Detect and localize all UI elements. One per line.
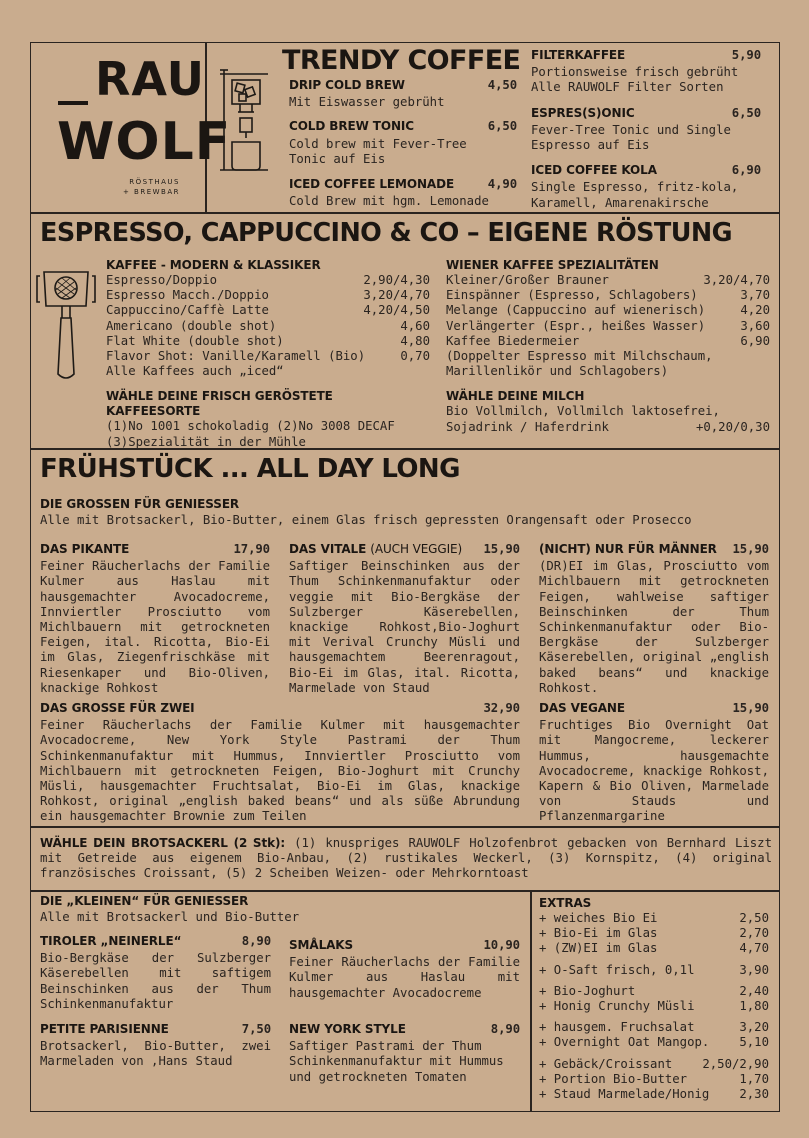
divider-extras [530,890,532,1112]
brot-text: (1) knuspriges RAUWOLF Holzofenbrot gebacken von Bernhard Liszt mit Getreide aus eigenem Bio-Anbau, (2) rustikales Weckerl, (3) Kornspitz, (4) original französisches Croissant, (5) 2 Scheiben Weizen- oder Mehrkorntoast [40,836,772,881]
item-price: 32,90 [483,701,520,715]
fruehstueck-title: FRÜHSTÜCK ... ALL DAY LONG [40,454,460,484]
coffee-item: Kaffee Biedermeier 6,90 [446,333,770,348]
logo-sub1: RÖSTHAUS [129,178,180,186]
milk-heading: WÄHLE DEINE MILCH [446,389,585,404]
coffee-item: Verlängerter (Espr., heißes Wasser) 3,60 [446,318,770,333]
item-desc: Feiner Räucherlachs der Familie Kulmer aus Haslau mit hausgemachter Avocadocreme, Innviertler Prosciutto vom Michlbauern mit getrockneten Feigen, ital. Ricotta, Bio-Ei im Glas, Ziegenfrischkäse mit Riesenkaper und Bio-Oliven, knackige Rohkost [40,559,270,695]
item-name: DAS VITALE [289,542,367,556]
menu-vegane [539,701,769,825]
item-price: 6,90 [731,163,761,178]
item-name: DAS PIKANTE [40,542,130,556]
roast-heading: WÄHLE DEINE FRISCH GERÖSTETE KAFFEESORTE [106,389,333,419]
item-name: COLD BREW TONIC [289,119,414,134]
item-name: (NICHT) NUR FÜR MÄNNER [539,542,717,556]
item-desc: Fever-Tree Tonic und Single [531,122,731,137]
extras-section [539,896,769,1102]
item-name: SMÅLAKS [289,938,354,952]
espresso-left [106,258,430,450]
logo-dash [58,101,88,105]
cold-brew-tower-icon [212,66,276,176]
extra-item: + (ZW)EI im Glas 4,70 [539,941,769,956]
extra-item: + weiches Bio Ei 2,50 [539,911,769,925]
kleine-text: Alle mit Brotsackerl und Bio-Butter [40,910,300,924]
menu-vitale [289,542,520,696]
menu-smalaks [289,938,520,1001]
trendy-item [531,106,761,121]
brot-section [40,836,772,882]
trendy-item [289,177,517,192]
item-price: 6,50 [731,105,761,120]
item-price: 4,50 [487,78,517,92]
item-name: DAS GROSSE FÜR ZWEI [40,701,195,715]
item-desc: Mit Eiswasser gebrüht [289,95,445,110]
coffee-item: Cappuccino/Caffè Latte 4,20/4,50 [106,303,430,318]
coffee-item: Espresso Macch./Doppio 3,20/4,70 [106,288,430,303]
coffee-item: Espresso/Doppio 2,90/4,30 [106,273,430,287]
item-price: 5,90 [731,48,761,62]
item-name-extra: (AUCH VEGGIE) [370,542,463,556]
logo-sub2: + BREWBAR [122,188,180,196]
item-desc: Feiner Räucherlachs der Familie Kulmer mit hausgemachter Avocadocreme, New York Style Pastrami der Thum Schinkenmanufaktur mit Hummus, Innviertler Prosciutto vom Michlbauern mit getrockneten Feigen, Bio-Joghurt mit Crunchy Müsli, hausgemachter Fruchtsalat, Bio-Ei im Glas, knackige Rohkost, original „english baked beans“ und als süße Abrundung ein hausgemachter Brownie zum Teilen [40,718,520,824]
trendy-left-list [289,78,517,209]
item-desc: Feiner Räucherlachs der Familie Kulmer aus Haslau mit hausgemachter Avocadocreme [289,955,520,1000]
extra-item: + Honig Crunchy Müsli 1,80 [539,999,769,1014]
grosse-text: Alle mit Brotsackerl, Bio-Butter, einem Glas frisch gepressten Orangensaft oder Prosecco [40,513,692,527]
logo-line1: RAU [95,52,205,106]
wiener-note: (Doppelter Espresso mit Milchschaum, [446,349,713,364]
trendy-right-list [531,48,761,211]
milk-line: Sojadrink / Haferdrink +0,20/0,30 [446,419,770,434]
item-price: 7,50 [241,1022,271,1036]
item-desc: (DR)EI im Glas, Prosciutto vom Michlbauern mit getrockneten Feigen, wahlweise saftiger Beinschinken der Thum Schinkenmanufaktur oder Bio-Bergkäse der Sulzberger Käserebellen, original „english baked beans“ und knackige Rohkost. [539,559,769,695]
item-desc: Espresso auf Eis [531,138,650,153]
trendy-title: TRENDY COFFEE [282,45,521,76]
menu-petite [40,1022,271,1070]
item-desc: Alle RAUWOLF Filter Sorten [531,80,724,95]
menu-tiroler [40,934,271,1012]
item-desc: Tonic auf Eis [289,151,386,166]
logo [55,52,232,202]
trendy-item [531,48,761,63]
menu-pikante [40,542,270,696]
item-name: ICED COFFEE LEMONADE [289,177,455,192]
roast-line: (1)No 1001 schokoladig (2)No 3008 DECAF [106,419,395,434]
coffee-item: Kleiner/Großer Brauner 3,20/4,70 [446,273,770,287]
item-desc: Saftiger Pastrami der Thum Schinkenmanufaktur mit Hummus und getrockneten Tomaten [289,1039,504,1084]
item-name: TIROLER „NEINERLE“ [40,934,182,948]
espresso-right [446,258,770,435]
extra-item: + Bio-Ei im Glas 2,70 [539,926,769,941]
item-price: 10,90 [483,938,520,952]
item-desc: Saftiger Beinschinken aus der Thum Schinkenmanufaktur oder veggie mit Bio-Bergkäse der Sulzberger Käserebellen, knackige Rohkost,Bio-Joghurt mit Verival Crunchy Müsli und hausgemachtem Beerenragout, Bio-Ei im Glas, ital. Ricotta, Marmelade von Staud [289,559,520,695]
wiener-heading: WIENER KAFFEE SPEZIALITÄTEN [446,258,659,272]
item-desc: Bio-Bergkäse der Sulzberger Käserebellen mit saftigem Beinschinken aus der Thum Schinkenmanufaktur [40,951,271,1011]
coffee-item: Melange (Cappuccino auf wienerisch) 4,20 [446,303,770,318]
extras-heading: EXTRAS [539,896,592,910]
item-name: ESPRES(S)ONIC [531,105,635,120]
item-desc: Brotsackerl, Bio-Butter, zwei Marmeladen von ‚Hans Staud [40,1039,271,1069]
item-name: FILTERKAFFEE [531,48,626,62]
item-desc: Portionsweise frisch gebrüht [531,65,739,80]
item-name: ICED COFFEE KOLA [531,163,657,178]
brot-heading: WÄHLE DEIN BROTSACKERL (2 Stk): [40,836,286,850]
item-desc: Single Espresso, fritz-kola, [531,180,739,195]
kaffee-heading: KAFFEE - MODERN & KLASSIKER [106,258,321,272]
trendy-item [289,119,517,134]
menu-grosse [40,701,520,825]
portafilter-icon [36,262,96,384]
extra-item: + Staud Marmelade/Honig 2,30 [539,1087,769,1102]
coffee-item: Einspänner (Espresso, Schlagobers) 3,70 [446,288,770,303]
divider-brot [30,826,780,828]
item-price: 17,90 [233,542,270,556]
item-desc: Cold brew mit Fever-Tree [289,136,467,151]
item-price: 15,90 [732,542,769,556]
milk-line: Bio Vollmilch, Vollmilch laktosefrei, [446,404,720,419]
extra-item: + hausgem. Fruchsalat 3,20 [539,1020,769,1035]
item-price: 15,90 [483,542,520,556]
menu-newyork [289,1022,520,1085]
kleine-heading: DIE „KLEINEN“ FÜR GENIESSER [40,894,249,908]
extra-item: + Bio-Joghurt 2,40 [539,983,769,998]
item-price: 8,90 [490,1022,520,1036]
extra-item: + O-Saft frisch, 0,1l 3,90 [539,962,769,977]
espresso-title: ESPRESSO, CAPPUCCINO & CO – EIGENE RÖSTUNG [40,218,732,248]
trendy-item [531,163,761,178]
coffee-item: Flavor Shot: Vanille/Karamell (Bio) 0,70 [106,349,430,364]
menu-maenner [539,542,769,696]
item-desc: Karamell, Amarenakirsche [531,195,709,210]
roast-line: (3)Spezialität in der Mühle [106,434,306,449]
item-name: NEW YORK STYLE [289,1022,406,1036]
coffee-item: Flat White (double shot) 4,80 [106,333,430,348]
item-name: DRIP COLD BREW [289,78,405,92]
item-name: DAS VEGANE [539,701,625,715]
logo-line2: WOLF [57,112,232,172]
divider-kleine [30,890,780,892]
coffee-item: Americano (double shot) 4,60 [106,318,430,333]
extra-item: + Portion Bio-Butter 1,70 [539,1071,769,1086]
item-price: 15,90 [732,701,769,715]
extra-item: + Gebäck/Croissant 2,50/2,90 [539,1056,769,1071]
item-name: PETITE PARISIENNE [40,1022,169,1036]
item-desc: Cold Brew mit hgm. Lemonade [289,194,489,209]
coffee-note: Alle Kaffees auch „iced“ [106,364,284,379]
item-desc: Fruchtiges Bio Overnight Oat mit Mangocreme, leckerer Hummus, hausgemachte Avocadocreme, knackige Rohkost, Kapern & Bio Oliven, Marmelade von Stauds und Pflanzenmargarine [539,718,769,824]
wiener-note: Marillenlikör und Schlagobers) [446,364,669,379]
item-price: 6,50 [487,119,517,134]
extra-item: + Overnight Oat Mangop. 5,10 [539,1035,769,1050]
trendy-item [289,78,517,93]
grosse-heading: DIE GROSSEN FÜR GENIESSER [40,497,240,511]
item-price: 8,90 [241,934,271,948]
item-price: 4,90 [487,177,517,192]
divider-top [30,212,780,214]
